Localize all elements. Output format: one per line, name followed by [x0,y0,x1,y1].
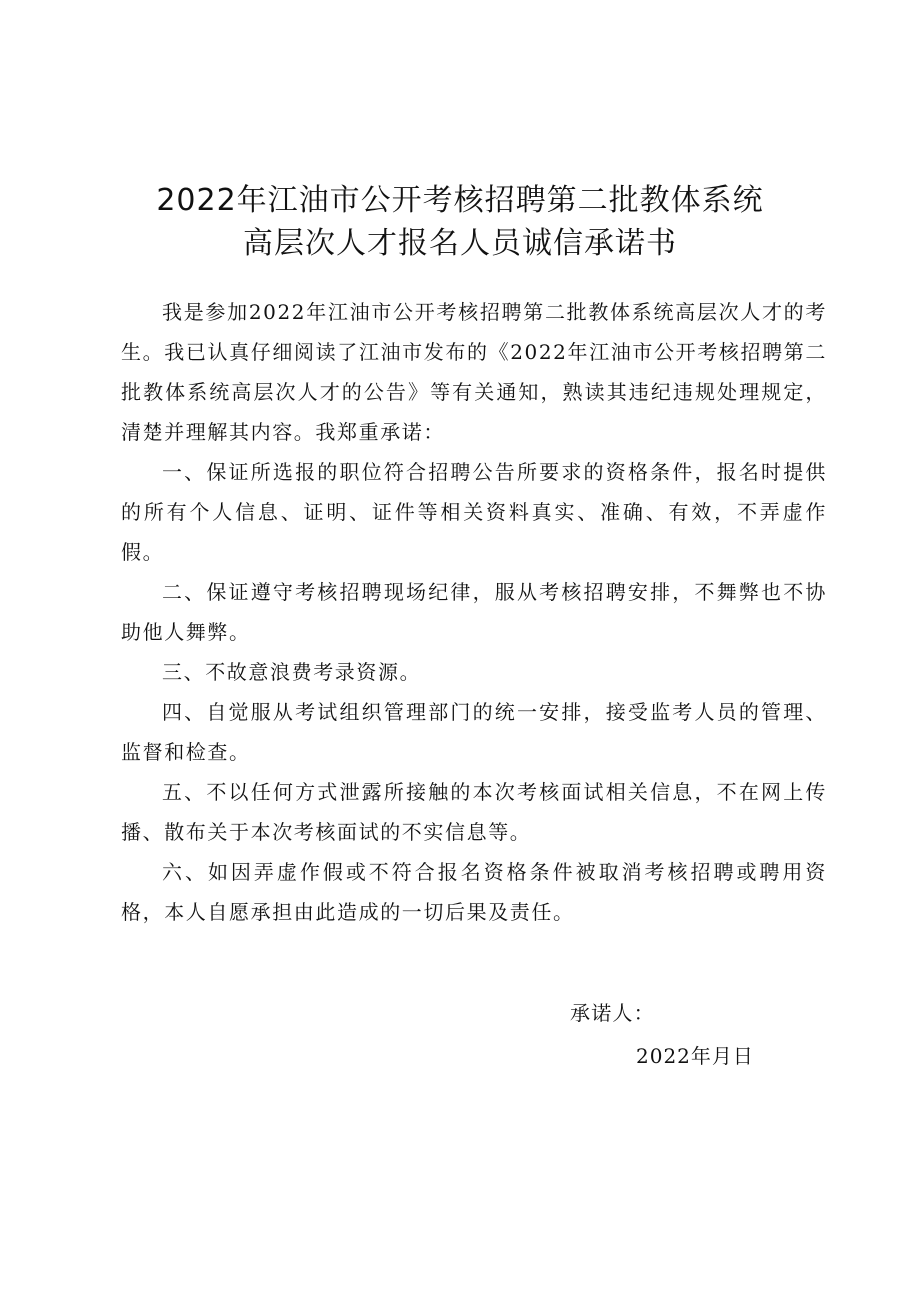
pledge-item-3: 三、不故意浪费考录资源。 [162,660,422,684]
intro-paragraph: 我是参加2022年江油市公开考核招聘第二批教体系统高层次人才的考生。我已认真仔细阅读了江油市发布的《2022年江油市公开考核招聘第二批教体系统高层次人才的公告》等有关通知，熟读其违纪违规处理规定，清楚并理解其内容。我郑重承诺： [121,300,827,444]
pledge-item-6: 六、如因弄虚作假或不符合报名资格条件被取消考核招聘或聘用资格，本人自愿承担由此造成的一切后果及责任。 [121,860,827,924]
pledge-item-1: 一、保证所选报的职位符合招聘公告所要求的资格条件，报名时提供的所有个人信息、证明、证件等相关资料真实、准确、有效，不弄虚作假。 [121,460,827,564]
document-body [121,292,827,932]
signature-date: 2022年月日 [636,1044,754,1068]
pledge-item-4: 四、自觉服从考试组织管理部门的统一安排，接受监考人员的管理、监督和检查。 [121,700,827,764]
document-title-line-1: 2022年江油市公开考核招聘第二批教体系统 [156,183,764,218]
pledge-item-5: 五、不以任何方式泄露所接触的本次考核面试相关信息，不在网上传播、散布关于本次考核面试的不实信息等。 [121,780,827,844]
document-title-line-2: 高层次人才报名人员诚信承诺书 [243,226,677,261]
signer-label: 承诺人： [570,1001,655,1025]
pledge-item-2: 二、保证遵守考核招聘现场纪律，服从考核招聘安排，不舞弊也不协助他人舞弊。 [121,580,827,644]
